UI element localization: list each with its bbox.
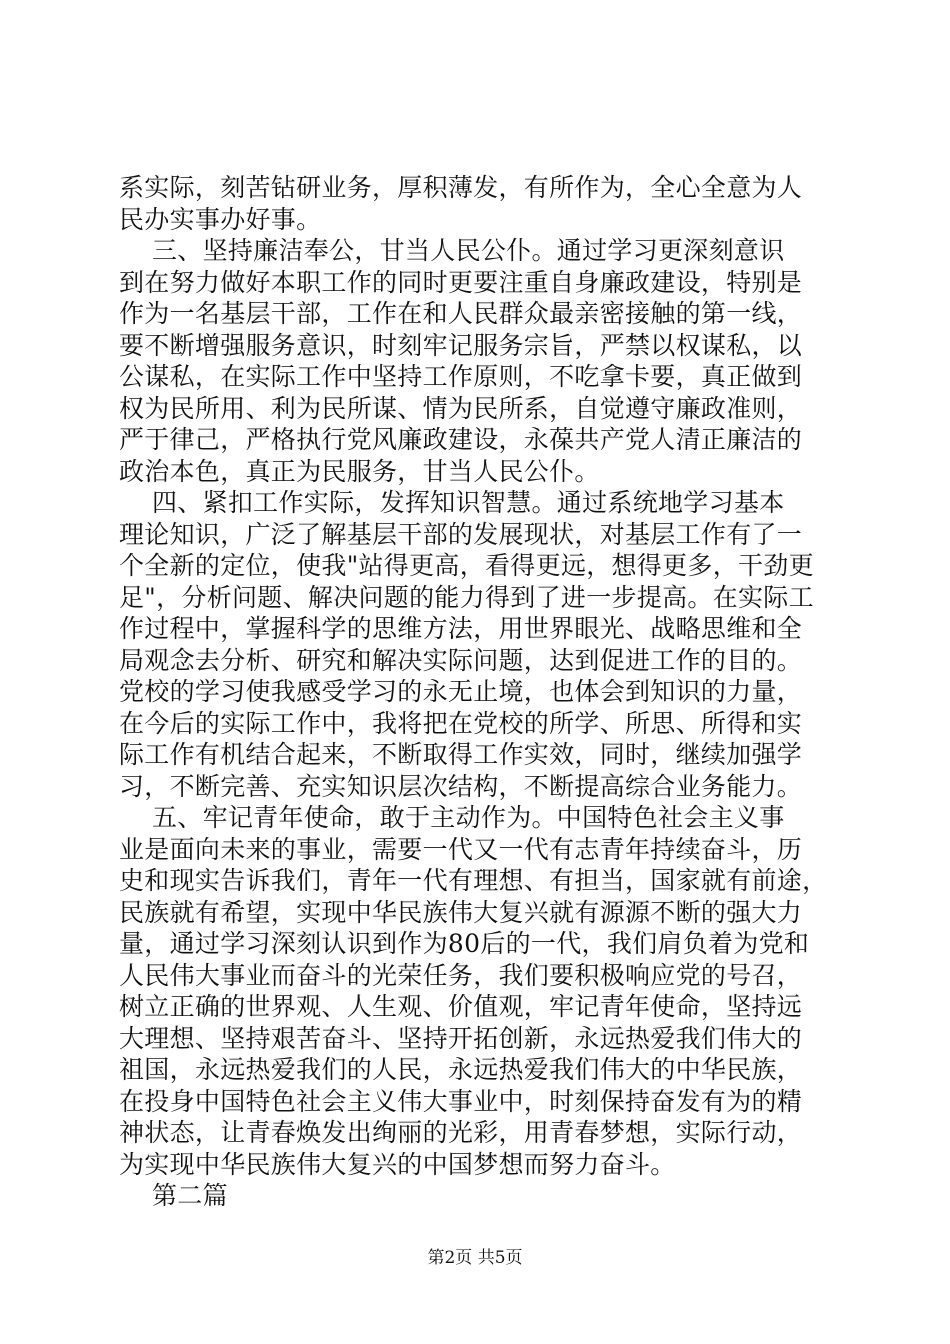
text-line: 理论知识，广泛了解基层干部的发展现状，对基层工作有了一	[119, 519, 803, 549]
text-line: 为实现中华民族伟大复兴的中国梦想而努力奋斗。	[119, 1149, 676, 1179]
page-number-indicator: 第2页 共5页	[427, 1248, 523, 1268]
section-heading: 第二篇	[119, 1181, 228, 1210]
page-footer	[0, 1243, 950, 1268]
text-line: 公谋私，在实际工作中坚持工作原则，不吃拿卡要，真正做到	[119, 362, 803, 391]
text-line: 神状态，让青春焕发出绚丽的光彩，用青春梦想，实际行动，	[119, 1118, 803, 1147]
text-line: 党校的学习使我感受学习的永无止境，也体会到知识的力量，	[119, 677, 803, 706]
paragraph-start-line: 五、牢记青年使命，敢于主动作为。中国特色社会主义事	[119, 803, 785, 832]
text-line: 系实际，刻苦钻研业务，厚积薄发，有所作为，全心全意为人	[119, 173, 803, 202]
text-line: 大理想、坚持艰苦奋斗、坚持开拓创新，永远热爱我们伟大的	[119, 1023, 803, 1053]
text-line: 量，通过学习深刻认识到作为80后的一代，我们肩负着为党和	[119, 929, 810, 958]
text-line: 权为民所用、利为民所谋、情为民所系，自觉遵守廉政准则，	[119, 393, 803, 423]
text-line: 史和现实告诉我们，青年一代有理想、有担当，国家就有前途，	[119, 866, 828, 895]
text-line: 民办实事办好事。	[119, 204, 322, 234]
text-line: 人民伟大事业而奋斗的光荣任务，我们要积极响应党的号召，	[119, 960, 803, 990]
text-line: 在投身中国特色社会主义伟大事业中，时刻保持奋发有为的精	[119, 1086, 803, 1116]
text-line: 要不断增强服务意识，时刻牢记服务宗旨，严禁以权谋私，以	[119, 330, 803, 360]
document-body	[119, 172, 839, 1212]
text-line: 个全新的定位，使我"站得更高，看得更远，想得更多，干劲更	[119, 551, 814, 580]
text-line: 民族就有希望，实现中华民族伟大复兴就有源源不断的强大力	[119, 897, 803, 927]
text-line: 严于律己，严格执行党风廉政建设，永葆共产党人清正廉洁的	[119, 425, 803, 454]
text-line: 祖国，永远热爱我们的人民，永远热爱我们伟大的中华民族，	[119, 1055, 803, 1084]
text-line: 足"，分析问题、解决问题的能力得到了进一步提高。在实际工	[119, 582, 814, 612]
paragraph-start-line: 三、坚持廉洁奉公，甘当人民公仆。通过学习更深刻意识	[119, 236, 785, 265]
text-line: 在今后的实际工作中，我将把在党校的所学、所思、所得和实	[119, 708, 803, 738]
text-line: 习，不断完善、充实知识层次结构，不断提高综合业务能力。	[119, 771, 803, 801]
text-line: 局观念去分析、研究和解决实际问题，达到促进工作的目的。	[119, 645, 803, 675]
text-line: 树立正确的世界观、人生观、价值观，牢记青年使命，坚持远	[119, 992, 803, 1021]
text-line: 作过程中，掌握科学的思维方法，用世界眼光、战略思维和全	[119, 614, 803, 643]
text-line: 际工作有机结合起来，不断取得工作实效，同时，继续加强学	[119, 740, 803, 769]
text-line: 业是面向未来的事业，需要一代又一代有志青年持续奋斗，历	[119, 834, 803, 864]
text-line: 政治本色，真正为民服务，甘当人民公仆。	[119, 456, 600, 486]
text-line: 作为一名基层干部，工作在和人民群众最亲密接触的第一线，	[119, 299, 803, 328]
text-line: 到在努力做好本职工作的同时更要注重自身廉政建设，特别是	[119, 267, 803, 297]
paragraph-start-line: 四、紧扣工作实际，发挥知识智慧。通过系统地学习基本	[119, 488, 785, 517]
